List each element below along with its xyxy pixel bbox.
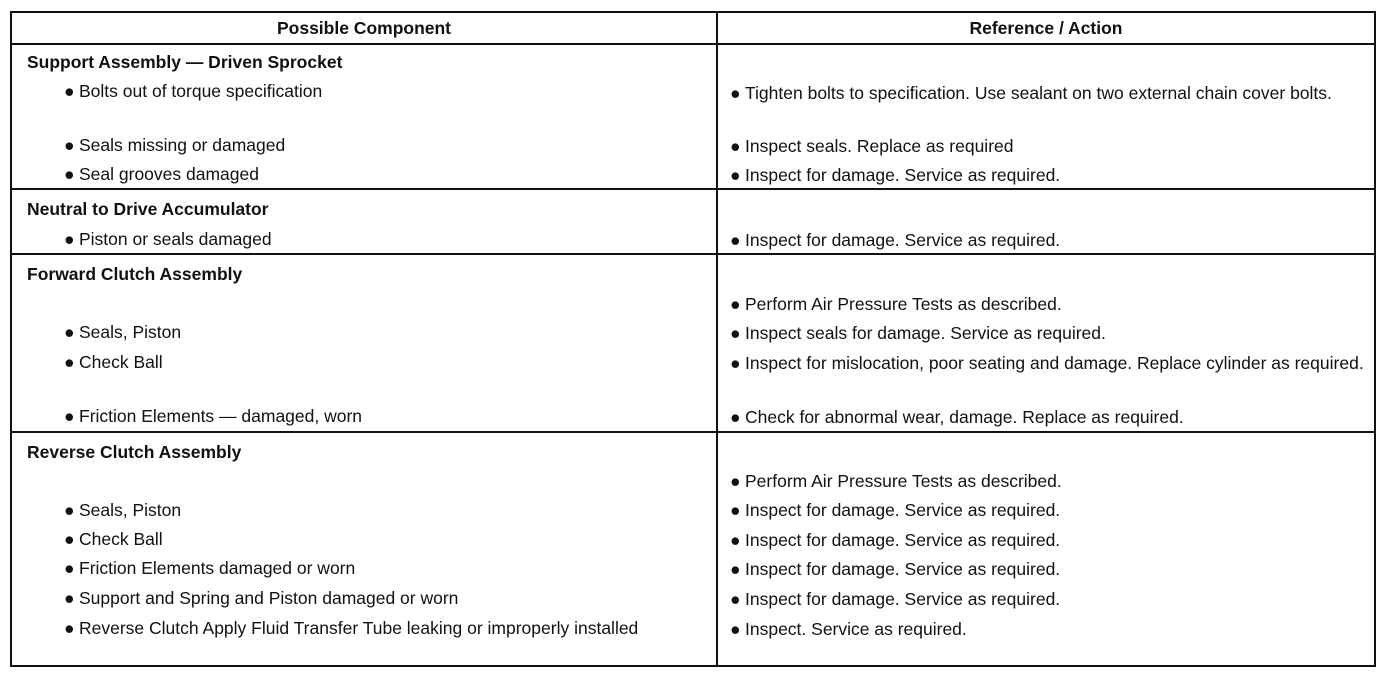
bullet-icon: ● bbox=[64, 406, 75, 426]
bullet-icon: ● bbox=[730, 353, 741, 373]
action-text: Perform Air Pressure Tests as described. bbox=[745, 471, 1062, 491]
component-text: Seals, Piston bbox=[79, 322, 182, 342]
component-text: Check Ball bbox=[79, 352, 163, 372]
header-divider bbox=[12, 43, 1374, 45]
action-item bbox=[730, 135, 1366, 158]
action-item bbox=[730, 406, 1366, 429]
section-title-forward-clutch-assembly: Forward Clutch Assembly bbox=[27, 264, 243, 284]
action-text: Inspect for damage. Service as required. bbox=[745, 530, 1061, 550]
component-item bbox=[64, 134, 704, 157]
action-item bbox=[730, 164, 1366, 187]
component-item bbox=[64, 80, 704, 103]
component-text: Support and Spring and Piston damaged or worn bbox=[79, 588, 459, 608]
bullet-icon: ● bbox=[730, 83, 741, 103]
section-title-support-assembly: Support Assembly — Driven Sprocket bbox=[27, 52, 343, 72]
section-divider bbox=[12, 253, 1374, 255]
component-item bbox=[64, 587, 704, 610]
action-item bbox=[730, 293, 1366, 316]
action-text: Inspect seals. Replace as required bbox=[745, 136, 1014, 156]
component-item bbox=[64, 617, 704, 640]
action-text: Inspect for damage. Service as required. bbox=[745, 165, 1061, 185]
action-text: Perform Air Pressure Tests as described. bbox=[745, 294, 1062, 314]
section-title-neutral-to-drive-accumulator: Neutral to Drive Accumulator bbox=[27, 199, 269, 219]
bullet-icon: ● bbox=[730, 589, 741, 609]
action-text: Inspect for damage. Service as required. bbox=[745, 230, 1061, 250]
bullet-icon: ● bbox=[730, 530, 741, 550]
action-text: Tighten bolts to specification. Use sealant on two external chain cover bolts. bbox=[745, 83, 1332, 103]
component-item bbox=[64, 351, 704, 374]
column-divider bbox=[716, 13, 718, 665]
bullet-icon: ● bbox=[64, 164, 75, 184]
component-item bbox=[64, 499, 704, 522]
bullet-icon: ● bbox=[730, 230, 741, 250]
action-item bbox=[730, 470, 1366, 493]
bullet-icon: ● bbox=[64, 352, 75, 372]
bullet-icon: ● bbox=[64, 500, 75, 520]
bullet-icon: ● bbox=[730, 500, 741, 520]
diagnosis-table bbox=[10, 11, 1376, 667]
component-item bbox=[64, 557, 704, 580]
action-text: Check for abnormal wear, damage. Replace as required. bbox=[745, 407, 1184, 427]
section-divider bbox=[12, 431, 1374, 433]
bullet-icon: ● bbox=[64, 558, 75, 578]
action-item bbox=[730, 322, 1366, 345]
bullet-icon: ● bbox=[730, 619, 741, 639]
component-text: Check Ball bbox=[79, 529, 163, 549]
bullet-icon: ● bbox=[730, 559, 741, 579]
header-reference-action: Reference / Action bbox=[969, 18, 1123, 38]
action-item bbox=[730, 618, 1366, 641]
bullet-icon: ● bbox=[730, 471, 741, 491]
bullet-icon: ● bbox=[730, 294, 741, 314]
bullet-icon: ● bbox=[64, 229, 75, 249]
action-text: Inspect for damage. Service as required. bbox=[745, 559, 1061, 579]
bullet-icon: ● bbox=[64, 618, 75, 638]
component-text: Reverse Clutch Apply Fluid Transfer Tube leaking or improperly installed bbox=[79, 618, 639, 638]
action-text: Inspect for damage. Service as required. bbox=[745, 500, 1061, 520]
component-text: Piston or seals damaged bbox=[79, 229, 272, 249]
action-item bbox=[730, 588, 1366, 611]
section-divider bbox=[12, 188, 1374, 190]
component-item bbox=[64, 163, 704, 186]
header-possible-component: Possible Component bbox=[276, 18, 452, 38]
component-item bbox=[64, 321, 704, 344]
bullet-icon: ● bbox=[730, 165, 741, 185]
bullet-icon: ● bbox=[730, 407, 741, 427]
action-item bbox=[730, 499, 1366, 522]
component-text: Seal grooves damaged bbox=[79, 164, 259, 184]
action-text: Inspect for mislocation, poor seating and damage. Replace cylinder as required. bbox=[745, 353, 1364, 373]
component-text: Seals, Piston bbox=[79, 500, 182, 520]
action-item bbox=[730, 352, 1366, 375]
action-item bbox=[730, 558, 1366, 581]
bullet-icon: ● bbox=[64, 529, 75, 549]
bullet-icon: ● bbox=[64, 81, 75, 101]
bullet-icon: ● bbox=[64, 135, 75, 155]
component-text: Seals missing or damaged bbox=[79, 135, 286, 155]
action-text: Inspect for damage. Service as required. bbox=[745, 589, 1061, 609]
component-item bbox=[64, 405, 704, 428]
action-item bbox=[730, 229, 1366, 252]
bullet-icon: ● bbox=[64, 588, 75, 608]
component-item bbox=[64, 228, 704, 251]
bullet-icon: ● bbox=[64, 322, 75, 342]
bullet-icon: ● bbox=[730, 136, 741, 156]
bullet-icon: ● bbox=[730, 323, 741, 343]
component-text: Bolts out of torque specification bbox=[79, 81, 323, 101]
action-item bbox=[730, 529, 1366, 552]
section-title-reverse-clutch-assembly: Reverse Clutch Assembly bbox=[27, 442, 242, 462]
action-item bbox=[730, 82, 1366, 105]
component-text: Friction Elements damaged or worn bbox=[79, 558, 356, 578]
component-item bbox=[64, 528, 704, 551]
action-text: Inspect seals for damage. Service as required. bbox=[745, 323, 1106, 343]
action-text: Inspect. Service as required. bbox=[745, 619, 967, 639]
component-text: Friction Elements — damaged, worn bbox=[79, 406, 363, 426]
